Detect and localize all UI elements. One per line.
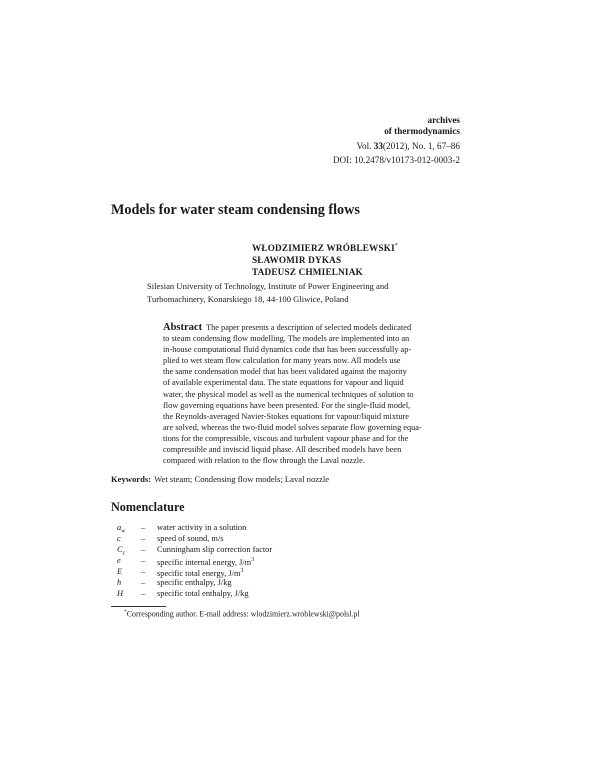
footnote-mark: * <box>124 609 127 615</box>
author-1 <box>252 240 398 254</box>
corresponding-mark: * <box>394 243 399 249</box>
author-name: WŁODZIMIERZ WRÓBLEWSKI <box>252 243 395 254</box>
abstract-line: the Reynolds-averaged Navier-Stokes equations for vapour/liquid mixture <box>163 411 409 421</box>
journal-volume <box>357 139 460 153</box>
nomenclature-description: specific enthalpy, J/kg <box>157 578 232 587</box>
keywords-label: Keywords: <box>111 474 152 484</box>
abstract-line: in-house computational fluid dynamics code that has been successfully ap- <box>163 345 412 355</box>
nomenclature-symbol: $C_c$ <box>117 545 126 557</box>
nomenclature-symbol: h <box>117 578 122 587</box>
nomenclature-description: Cunningham slip correction factor <box>157 545 273 554</box>
journal-subname <box>384 124 460 138</box>
journal-name-line1: archives <box>427 115 460 125</box>
abstract-label: Abstract <box>163 322 203 333</box>
abstract-line: flow governing equations have been presented. For the single-fluid model, <box>163 400 411 410</box>
journal-doi: DOI: 10.2478/v10173-012-0003-2 <box>332 155 460 165</box>
affiliation-line-1: Silesian University of Technology, Institute of Power Engineering and <box>147 281 389 291</box>
nomenclature-dash: – <box>141 556 146 565</box>
abstract <box>163 322 464 466</box>
paper-title: Models for water steam condensing flows <box>111 202 360 218</box>
nomenclature-dash: – <box>141 545 146 554</box>
footnote-rule <box>111 606 166 607</box>
vol-label: Vol. <box>356 141 372 151</box>
author-2: SŁAWOMIR DYKAS <box>252 255 342 266</box>
abstract-line: plied to wet steam flow calculation for many years now. All models use <box>163 356 401 366</box>
abstract-line: compared with relation to the flow through the Laval nozzle. <box>163 456 365 466</box>
affiliation <box>147 280 447 305</box>
author-list <box>252 240 398 278</box>
journal-name-line2: of thermodynamics <box>384 126 460 136</box>
abstract-line: water, the physical model as well as the numerical techniques of solution to <box>163 389 414 399</box>
nomenclature-description: specific total energy, $J/m^3$ <box>157 568 244 578</box>
keywords <box>111 474 329 484</box>
nomenclature-description: water activity in a solution <box>157 523 247 532</box>
nomenclature-symbol: H <box>117 589 124 598</box>
abstract-line: the same condensation model that has been validated against the majority <box>163 367 407 377</box>
abstract-line: to steam condensing flow modelling. The models are implemented into an <box>163 334 410 344</box>
nomenclature-description: specific total enthalpy, J/kg <box>157 589 249 598</box>
nomenclature-heading: Nomenclature <box>111 500 185 514</box>
nomenclature-dash: – <box>141 534 146 543</box>
abstract-line: tions for the compressible, viscous and turbulent vapour phase and for the <box>163 433 409 443</box>
nomenclature-description: speed of sound, m/s <box>157 534 224 543</box>
nomenclature-description: specific internal energy, $J/m^3$ <box>157 557 255 567</box>
nomenclature-symbol: e <box>117 556 121 565</box>
abstract-line: Abstract The paper presents a description of selected models dedicated <box>163 322 412 333</box>
footnote <box>124 609 360 619</box>
nomenclature-dash: – <box>141 589 146 598</box>
author-3: TADEUSZ CHMIELNIAK <box>252 267 363 278</box>
keywords-text: Wet steam; Condensing flow models; Laval nozzle <box>154 474 330 484</box>
vol-details: (2012), No. 1, 67–86 <box>382 141 460 151</box>
nomenclature-dash: – <box>141 523 146 532</box>
nomenclature-symbol: E <box>117 567 123 576</box>
nomenclature-dash: – <box>141 578 146 587</box>
nomenclature-symbol: c <box>117 534 121 543</box>
abstract-line: compressible and inviscid liquid phase. All described models have been <box>163 445 402 455</box>
nomenclature-dash: – <box>141 567 146 576</box>
nomenclature-symbol: $a_w$ <box>117 523 126 535</box>
vol-number: 33 <box>373 141 383 151</box>
footnote-text: Corresponding author. E-mail address: wlodzimierz.wroblewski@polsl.pl <box>126 609 360 619</box>
abstract-line: are solved, whereas the two-fluid model solves separate flow governing equa- <box>163 422 422 432</box>
abstract-line: of available experimental data. The state equations for vapour and liquid <box>163 378 404 388</box>
affiliation-line-2: Turbomachinery, Konarskiego 18, 44-100 Gliwice, Poland <box>147 293 349 304</box>
